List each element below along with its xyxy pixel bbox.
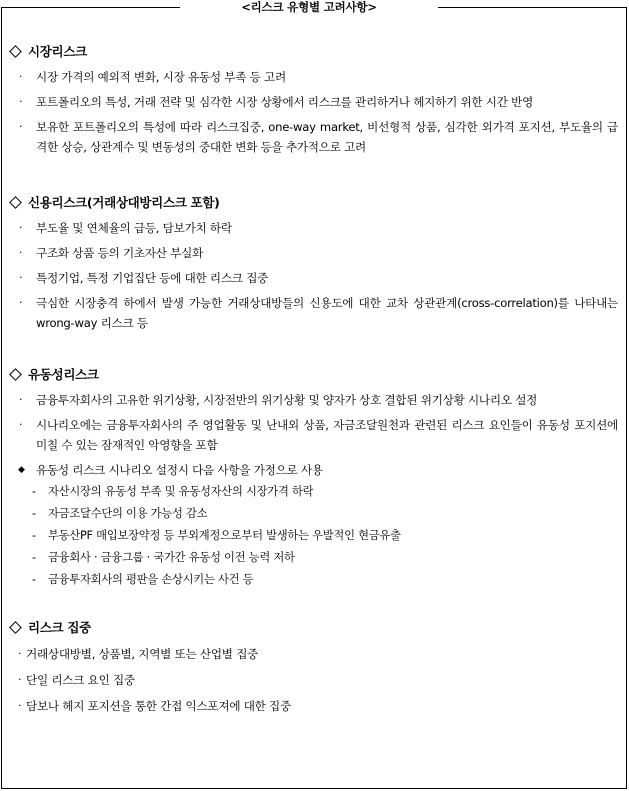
section-risk-concentration [8,616,622,716]
bullet-icon: · [19,120,23,133]
bullet-icon: · [19,246,23,259]
section-credit-risk [8,191,622,333]
bullet-icon: · [19,221,23,234]
list-item: · 특정기업, 특정 기업집단 등에 대한 리스크 집중 [8,268,622,288]
list-item: · 금융투자회사의 고유한 위기상황, 시장전반의 위기상황 및 양자가 상호 결합된 위기상황 시나리오 설정 [8,390,622,410]
section-heading [8,616,622,638]
diamond-icon [9,45,22,58]
bullet-icon: · [19,296,23,309]
sub-list-item: - 금융회사 · 금융그룹 · 국가간 유동성 이전 능력 저하 [8,548,622,568]
list-item: · 시장 가격의 예외적 변화, 시장 유동성 부족 등 고려 [8,67,622,87]
dash-icon: - [32,573,36,586]
bullet-icon: · [19,271,23,284]
list-item: · 단일 리스크 요인 집중 [8,670,622,690]
box-title: <리스크 유형별 고려사항> [180,0,438,14]
bullet-icon: · [19,95,23,108]
section-market-risk [8,40,622,157]
section-heading-text: 리스크 집중 [28,620,91,635]
sub-list-item: - 부동산PF 매입보장약정 등 부외계정으로부터 발생하는 우발적인 현금유출 [8,526,622,546]
assumption-item: ◆ 유동성 리스크 시나리오 설정시 다음 사항을 가정으로 사용 [8,460,622,480]
diamond-icon [9,196,22,209]
filled-diamond-icon: ◆ [18,465,25,475]
section-heading-text: 신용리스크(거래상대방리스크 포함) [28,195,220,210]
sub-list-item: - 자산시장의 유동성 부족 및 유동성자산의 시장가격 하락 [8,482,622,502]
section-heading [8,363,622,385]
sub-list-item: - 자금조달수단의 이용 가능성 감소 [8,504,622,524]
list-item: · 시나리오에는 금융투자회사의 주 영업활동 및 난내외 상품, 자금조달원천과 관련된 리스크 요인들이 유동성 포지션에 미칠 수 있는 잠재적인 악영향을 포함 [8,415,622,455]
section-heading [8,191,622,213]
bullet-icon: · [19,70,23,83]
list-item: · 극심한 시장충격 하에서 발생 가능한 거래상대방들의 신용도에 대한 교차 상관관계(cross-correlation)를 나타내는 wrong-way 리스크 등 [8,293,622,333]
list-item: · 포트폴리오의 특성, 거래 전략 및 심각한 시장 상황에서 리스크를 관리하거나 헤지하기 위한 시간 반영 [8,92,622,112]
list-item: · 구조화 상품 등의 기초자산 부실화 [8,243,622,263]
dash-icon: - [32,529,36,542]
bullet-icon: · [18,673,22,686]
diamond-icon [9,621,22,634]
dash-icon: - [32,551,36,564]
bullet-icon: · [19,418,23,431]
box-content [8,40,622,716]
bullet-icon: · [18,647,22,660]
dash-icon: - [32,507,36,520]
sub-list-item: - 금융투자회사의 평판을 손상시키는 사건 등 [8,570,622,590]
bullet-icon: · [19,393,23,406]
diamond-icon [9,368,22,381]
section-heading-text: 유동성리스크 [28,367,99,382]
dash-icon: - [32,485,36,498]
bullet-icon: · [18,699,22,712]
list-item: · 거래상대방별, 상품별, 지역별 또는 산업별 집중 [8,644,622,664]
section-heading-text: 시장리스크 [28,44,87,59]
section-heading [8,40,622,62]
list-item: · 부도율 및 연체율의 급등, 담보가치 하락 [8,218,622,238]
section-liquidity-risk [8,363,622,590]
list-item: · 보유한 포트폴리오의 특성에 따라 리스크집중, one-way market, 비선형적 상품, 심각한 외가격 포지션, 부도율의 급격한 상승, 상관계수 및 변동성의 중대한 변화 등을 추가적으로 고려 [8,117,622,157]
list-item: · 담보나 헤지 포지션을 통한 간접 익스포져에 대한 집중 [8,696,622,716]
